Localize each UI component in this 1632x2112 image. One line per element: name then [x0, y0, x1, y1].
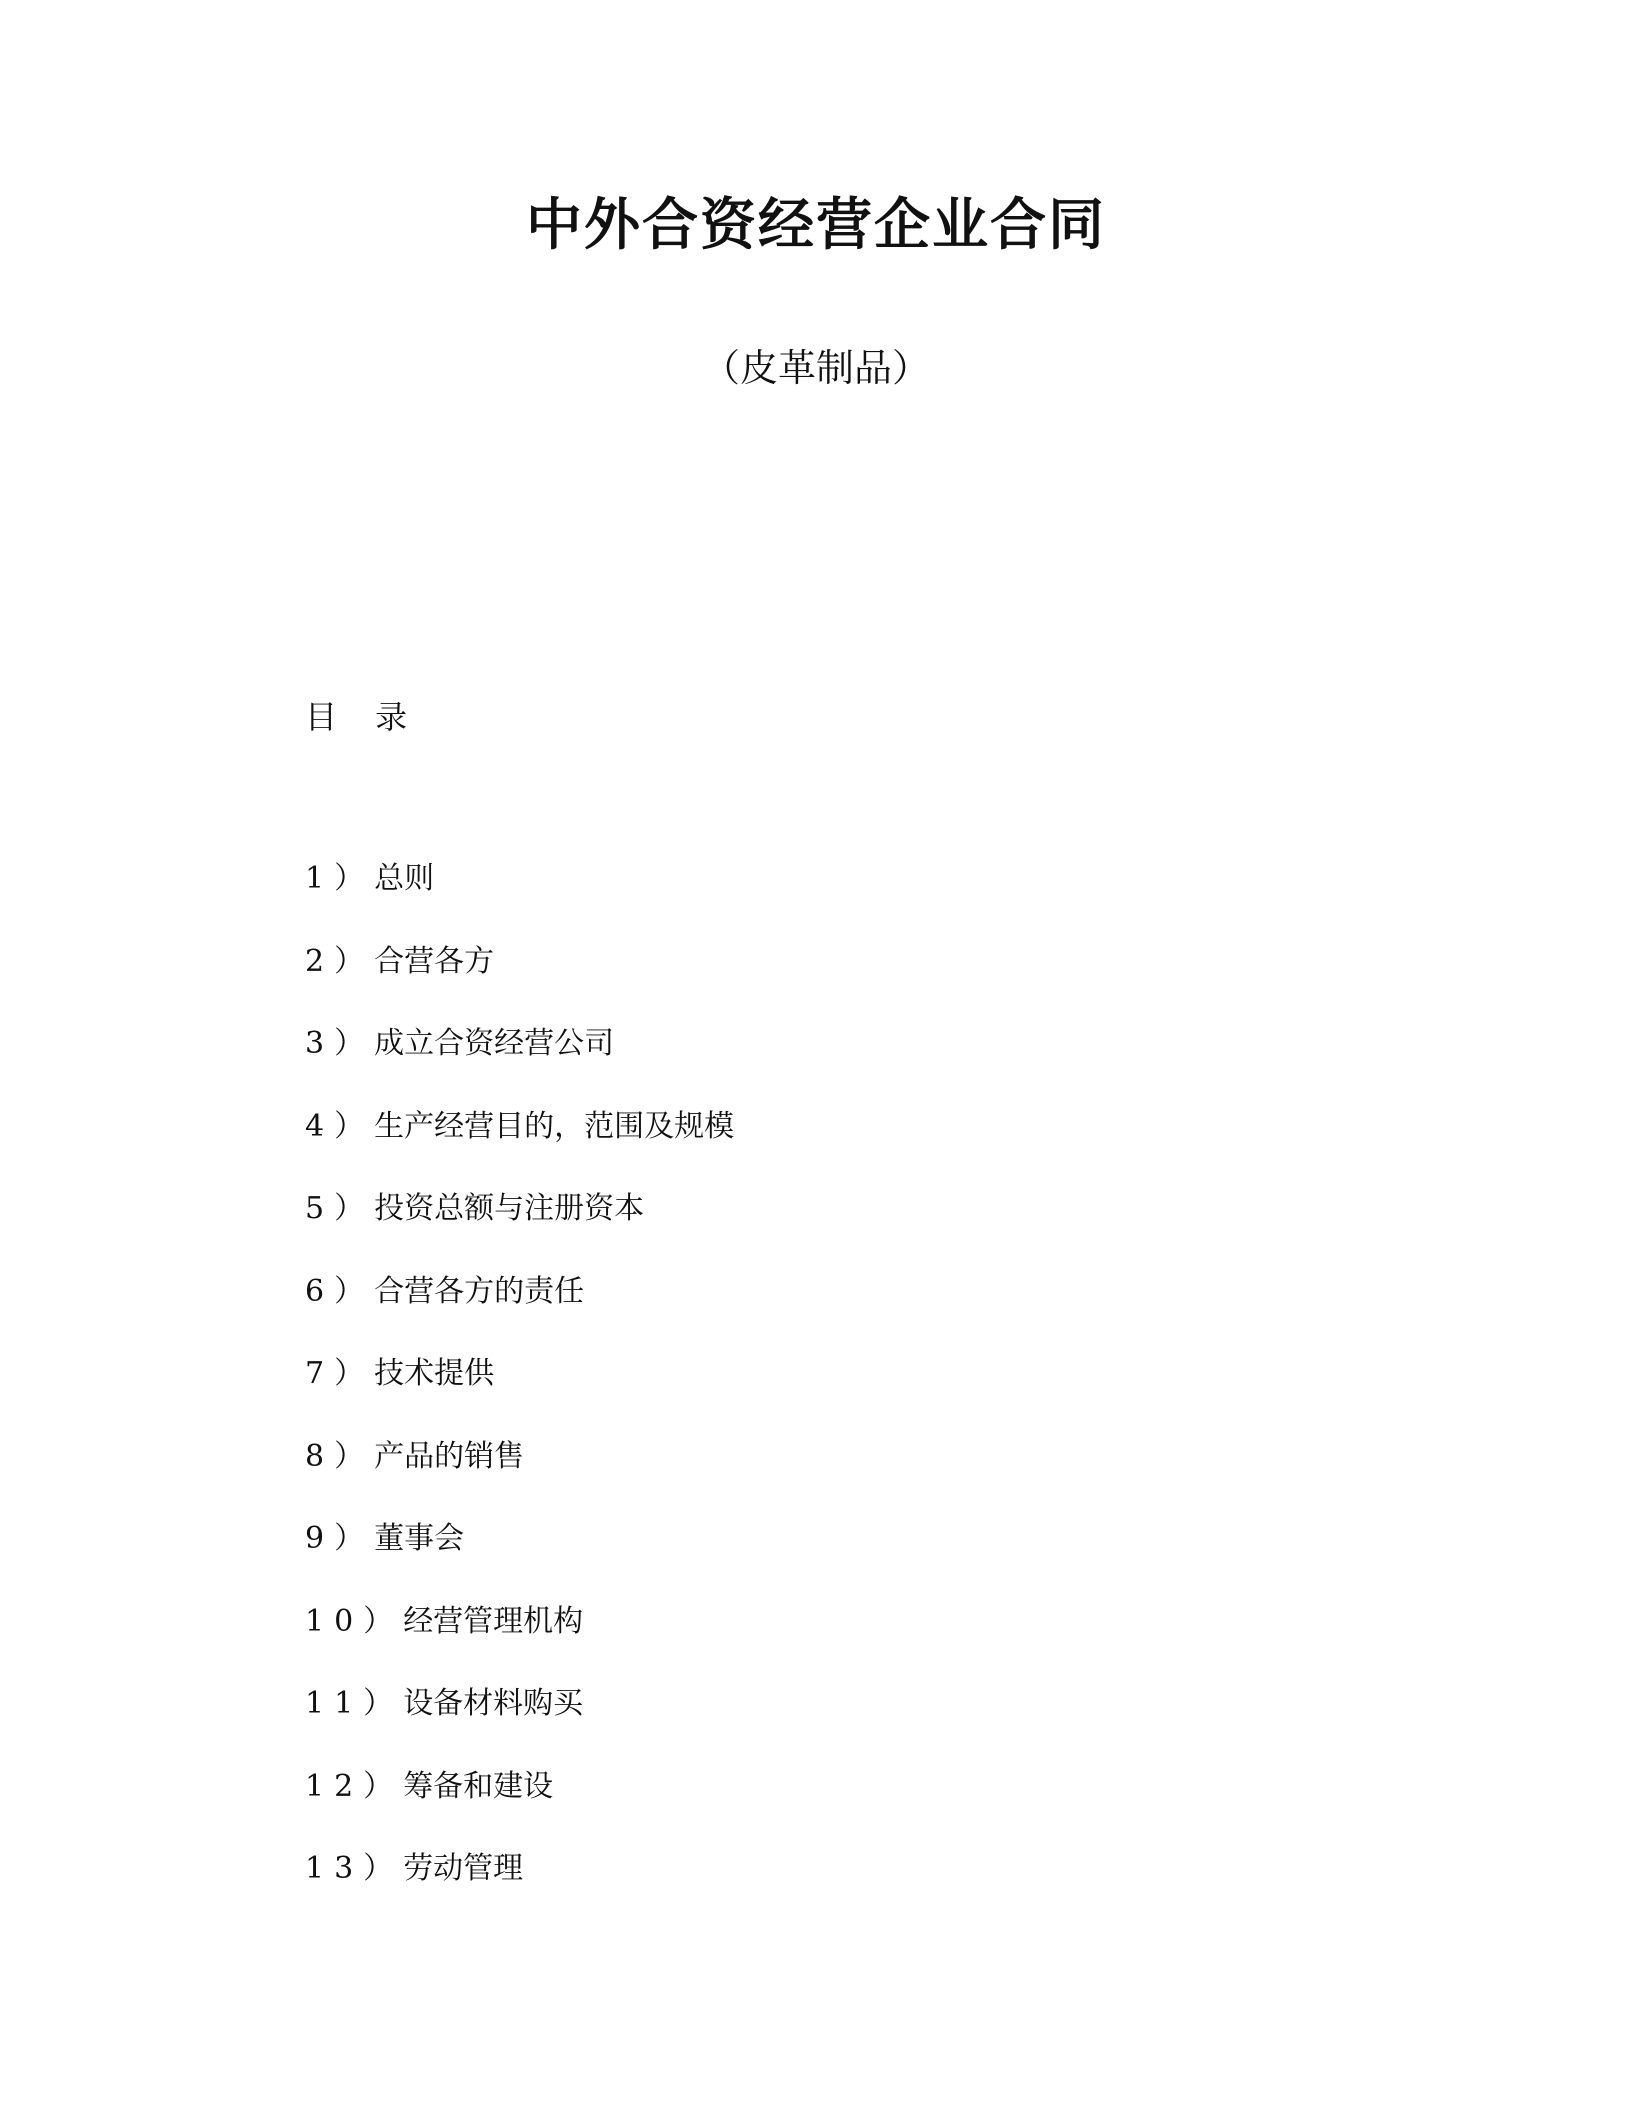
toc-item-label: 产品的销售: [374, 1438, 525, 1474]
toc-item: [305, 1019, 1405, 1102]
toc-item-number: 6）: [305, 1273, 375, 1309]
toc-item-number: 10）: [305, 1603, 404, 1639]
toc-item-number: 9）: [305, 1521, 375, 1556]
toc-item: [305, 1349, 1405, 1432]
toc-item: [305, 1597, 1405, 1680]
toc-item: [305, 1102, 1405, 1185]
toc-item: [305, 1514, 1405, 1597]
document-subtitle: （皮革制品）: [701, 346, 930, 390]
toc-item-label: 合营各方: [374, 943, 495, 979]
toc-item-label: 合营各方的责任: [374, 1273, 585, 1309]
toc-item: [305, 937, 1405, 1020]
toc-item-number: 13）: [305, 1851, 404, 1886]
toc-item: [305, 1267, 1405, 1350]
toc-item: [305, 1184, 1405, 1267]
toc-item-label: 筹备和建设: [403, 1768, 554, 1804]
toc-item-label: 总则: [374, 861, 435, 896]
toc-item-label: 投资总额与注册资本: [374, 1191, 645, 1226]
toc-item-label: 设备材料购买: [403, 1686, 584, 1721]
toc-item-number: 3）: [305, 1026, 375, 1061]
toc-item-number: 4）: [305, 1108, 375, 1144]
toc-item-label: 技术提供: [374, 1356, 495, 1391]
toc-item: [305, 1762, 1405, 1845]
document-title: 中外合资经营企业合同: [526, 193, 1106, 258]
table-of-contents: [305, 854, 1405, 1927]
toc-item-number: 12）: [305, 1768, 404, 1804]
toc-item-label: 董事会: [374, 1521, 465, 1556]
toc-item: [305, 854, 1405, 937]
toc-item-label: 成立合资经营公司: [374, 1026, 615, 1061]
toc-item: [305, 1844, 1405, 1927]
toc-item: [305, 1679, 1405, 1762]
toc-item-number: 8）: [305, 1438, 375, 1474]
toc-item-label: 生产经营目的，范围及规模: [374, 1108, 735, 1144]
toc-item-label: 劳动管理: [403, 1851, 524, 1886]
toc-item-label: 经营管理机构: [403, 1603, 584, 1639]
toc-item-number: 5）: [305, 1191, 375, 1226]
toc-heading: 目 录: [305, 698, 422, 736]
toc-item-number: 2）: [305, 943, 375, 979]
toc-item: [305, 1432, 1405, 1515]
toc-item-number: 11）: [305, 1686, 404, 1721]
toc-item-number: 1）: [305, 861, 375, 896]
toc-item-number: 7）: [305, 1356, 375, 1391]
